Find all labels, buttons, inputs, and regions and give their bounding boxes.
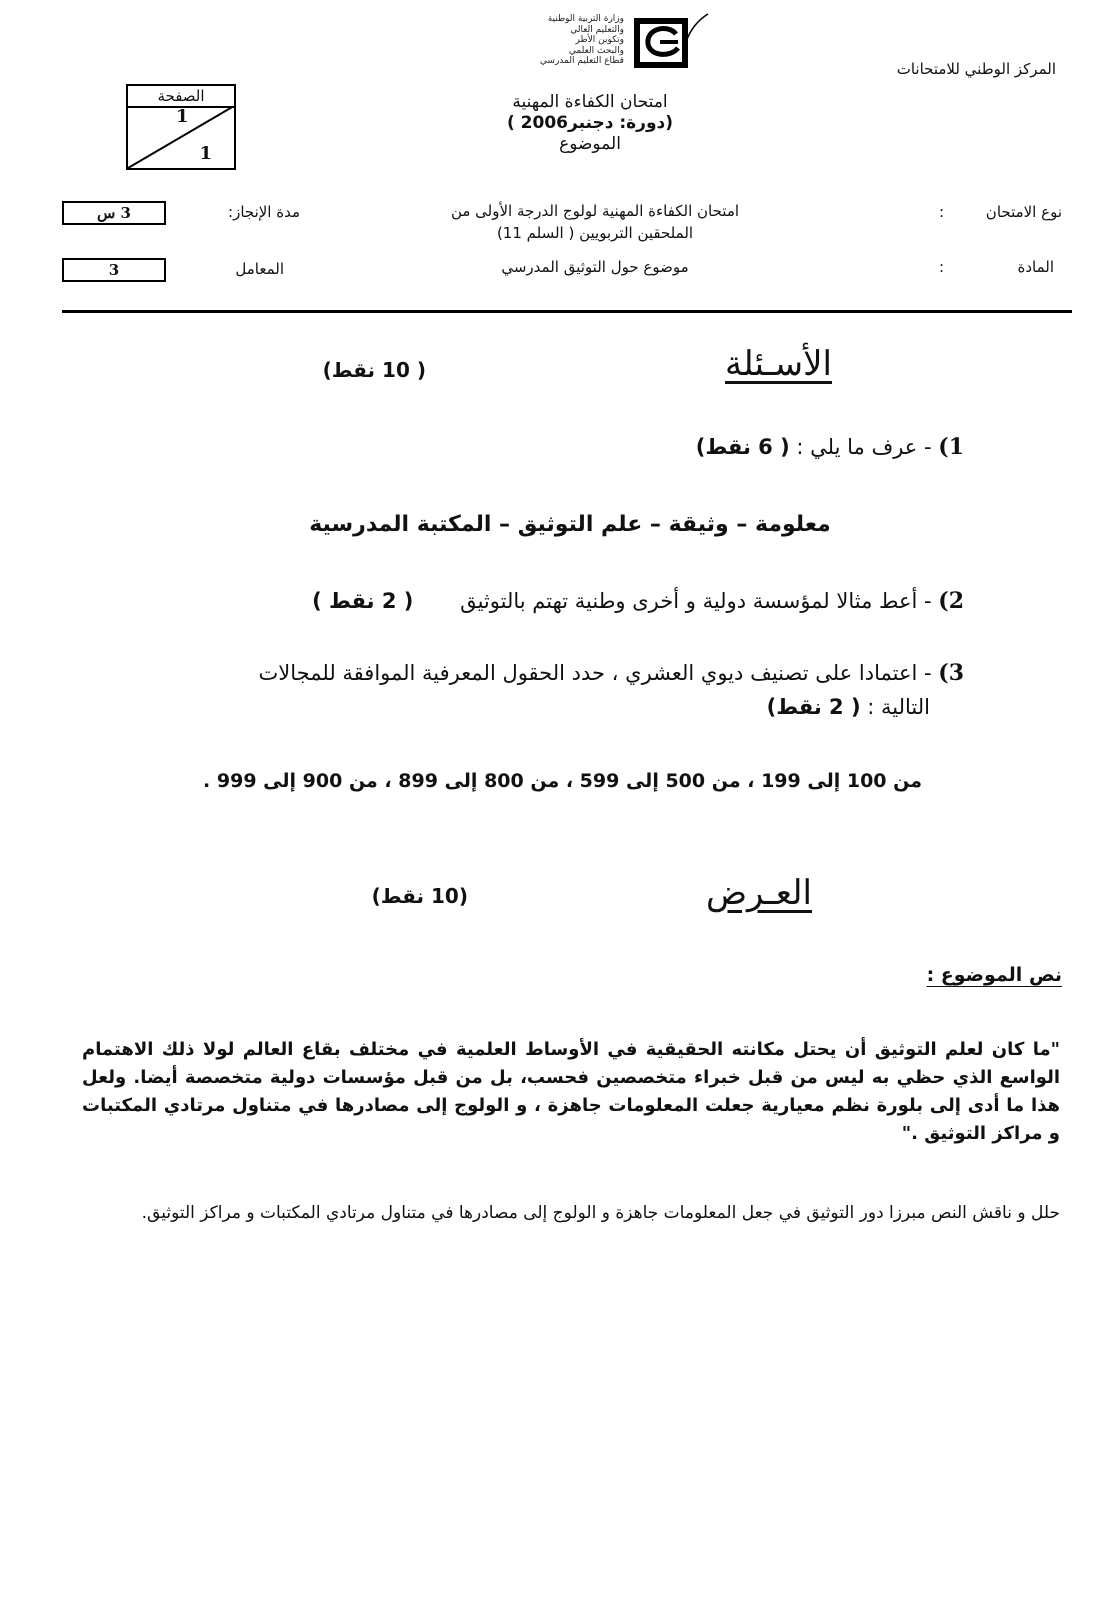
exam-center-name: المركز الوطني للامتحانات	[896, 60, 1056, 78]
essay-points: (10 نقط)	[371, 884, 468, 908]
text-heading: نص الموضوع :	[926, 964, 1062, 986]
coef-label: المعامل	[235, 260, 284, 278]
ministry-line: والتعليم العالي	[570, 24, 624, 35]
question-2	[312, 584, 964, 618]
question-1-text: - عرف ما يلي :	[796, 435, 932, 459]
question-1-number: 1)	[938, 434, 964, 460]
subject-value: موضوع حول التوثيق المدرسي	[501, 258, 689, 276]
ministry-line: والبحث العلمي	[568, 45, 624, 56]
subject-heading: الموضوع	[559, 134, 621, 154]
exam-session: (دورة: دجنبر2006 )	[506, 113, 674, 133]
exam-type-line-1: امتحان الكفاءة المهنية لولوج الدرجة الأولى من	[450, 202, 740, 220]
exam-title-block	[440, 92, 740, 155]
subject-colon: :	[938, 258, 944, 276]
question-1-points: ( 6 نقط)	[695, 435, 790, 459]
ministry-logo-icon	[632, 12, 712, 70]
exam-type-line-2: الملحقين التربويين ( السلم 11)	[496, 224, 694, 242]
ministry-line: وزارة التربية الوطنية	[547, 14, 624, 24]
question-3-text-1: - اعتمادا على تصنيف ديوي العشري ، حدد الحقول المعرفية الموافقة للمجالات	[258, 661, 932, 685]
question-3	[104, 656, 964, 724]
question-3-number: 3)	[938, 660, 964, 686]
question-2-points: ( 2 نقط )	[312, 589, 414, 613]
dewey-ranges: من 100 إلى 199 ، من 500 إلى 599 ، من 800 إلى 899 ، من 900 إلى 999 .	[203, 770, 922, 792]
subject-label: المادة	[1017, 258, 1054, 276]
duration-value: 3 س	[62, 201, 166, 225]
essay-title: العـرض	[705, 873, 812, 913]
questions-points: ( 10 نقط)	[322, 358, 426, 382]
question-2-number: 2)	[938, 588, 964, 614]
questions-title: الأسـئلة	[724, 344, 832, 384]
exam-type-colon: :	[938, 203, 944, 221]
question-2-text: - أعط مثالا لمؤسسة دولية و أخرى وطنية تهتم بالتوثيق	[460, 589, 932, 613]
page-label: الصفحة	[128, 86, 234, 108]
essay-quote: "ما كان لعلم التوثيق أن يحتل مكانته الحقيقية في الأوساط العلمية في مختلف بقاع العالم لولا ذلك الاهتمام الواسع الذي حظي به ليس من قبل خبراء متخصصين فحسب، بل من قبل مؤسسات دولية متخصصة أيضا. ولعل هذا ما أدى إلى بلورة نظم معيارية جعلت المعلومات جاهزة ، و الولوج إلى مصادرها في متناول مرتادي المكتبات و مراكز التوثيق ."	[82, 1039, 1060, 1144]
page-total: 1	[199, 143, 212, 164]
question-1	[696, 430, 964, 464]
page-number-box	[126, 84, 236, 170]
ministry-line: وتكوين الأطر	[575, 35, 624, 45]
ministry-block	[394, 14, 624, 67]
ministry-line: قطاع التعليم المدرسي	[539, 56, 624, 66]
coef-value: 3	[62, 258, 166, 282]
question-1-terms: معلومة – وثيقة – علم التوثيق – المكتبة المدرسية	[309, 512, 831, 537]
page-current: 1	[176, 106, 189, 127]
exam-title: امتحان الكفاءة المهنية	[512, 92, 668, 112]
question-3-points: ( 2 نقط)	[766, 695, 861, 719]
header-divider	[62, 310, 1072, 313]
exam-type-label: نوع الامتحان	[985, 203, 1062, 221]
question-3-text-2: التالية :	[867, 695, 930, 719]
duration-label: مدة الإنجاز:	[228, 203, 300, 221]
essay-task: حلل و ناقش النص مبرزا دور التوثيق في جعل المعلومات جاهزة و الولوج إلى مصادرها في متناول مرتادي المكتبات و مراكز التوثيق.	[141, 1203, 1060, 1223]
exam-type-value	[390, 200, 800, 244]
